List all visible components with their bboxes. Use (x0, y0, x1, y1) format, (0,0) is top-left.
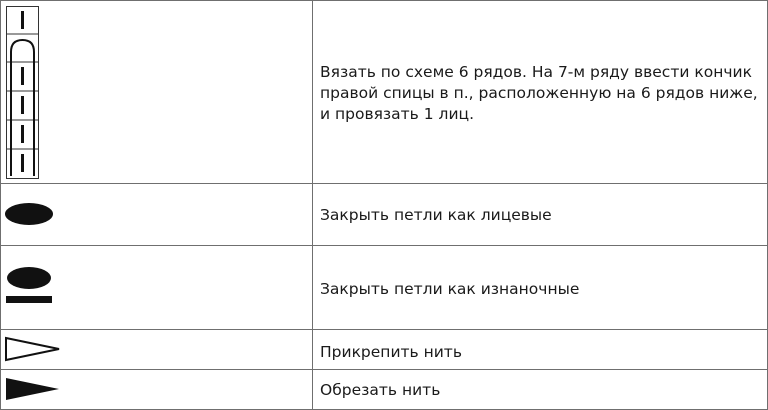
description-line: правой спицы в п., расположенную на 6 рядов ниже, (320, 84, 758, 102)
legend-row (0, 0, 768, 183)
legend-description: Закрыть петли как лицевые (320, 206, 552, 224)
outline-triangle-icon (0, 329, 312, 369)
row-divider (0, 369, 768, 370)
row-divider (0, 245, 768, 246)
row-divider (0, 329, 768, 330)
ellipse-with-bar-icon (0, 245, 312, 329)
row-divider (0, 183, 768, 184)
black-ellipse-icon (0, 183, 312, 245)
stitch-grid-icon (0, 0, 312, 183)
legend-description: Обрезать нить (320, 381, 441, 399)
description-line: и провязать 1 лиц. (320, 105, 474, 123)
description-line: Вязать по схеме 6 рядов. На 7-м ряду ввести кончик (320, 63, 752, 81)
legend-description: Прикрепить нить (320, 343, 462, 361)
legend-description: Закрыть петли как изнаночные (320, 280, 580, 298)
filled-triangle-icon (0, 369, 312, 409)
legend-description (320, 62, 758, 125)
